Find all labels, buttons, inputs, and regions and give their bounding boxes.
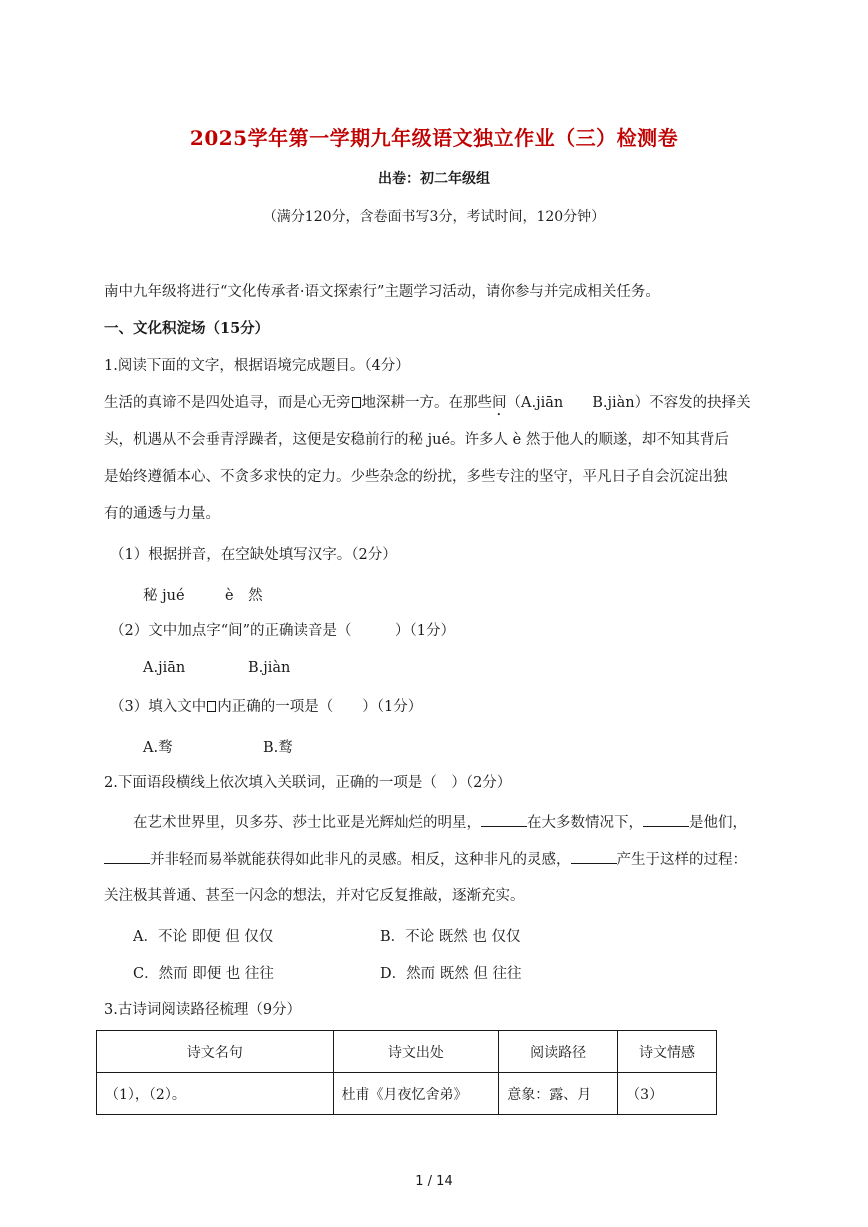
table-cell: （3） [618, 1073, 717, 1115]
q2-line-1 [133, 812, 747, 833]
setter-line: 出卷：初二年级组 [378, 171, 490, 187]
table-header: 诗文情感 [618, 1031, 717, 1073]
option: A．不论 即便 但 仅仅 [133, 929, 274, 945]
fill-blank [481, 812, 527, 827]
blank-box [207, 701, 216, 712]
option: C．然而 即便 也 往往 [133, 966, 274, 982]
q2-line-3: 关注极其普通、甚至一闪念的想法，并对它反复推敲，逐渐充实。 [104, 888, 525, 904]
sub-question-1: （1）根据拼音，在空缺处填写汉字。（2分） [110, 547, 397, 563]
passage-text: 生活的真谛不是四处追寻，而是心无旁 [104, 395, 351, 411]
option: A.jiān [143, 660, 186, 676]
passage-line-1 [104, 393, 751, 419]
option: B.鹜 [263, 740, 293, 756]
poem-table [96, 1030, 717, 1115]
question-2-stem: 2.下面语段横线上依次填入关联词，正确的一项是（ ）（2分） [104, 775, 512, 791]
q2-text: 产生于这样的过程： [616, 852, 747, 868]
q2-text: 在艺术世界里，贝多芬、莎士比亚是光辉灿烂的明星， [133, 815, 481, 831]
q2-text: 在大多数情况下， [527, 815, 643, 831]
q2-line-2 [104, 849, 747, 870]
dotted-char: 间 [492, 395, 507, 411]
q2-text: 是他们， [689, 815, 747, 831]
sub-question-2: （2）文中加点字“间”的正确读音是（ ）（1分） [110, 623, 456, 639]
fill-blank [571, 849, 617, 864]
passage-text: （A.jiān B.jiàn）不容发的抉择关 [506, 395, 751, 411]
sub-question-3 [110, 697, 422, 717]
sub-question-text: （3）填入文中 [110, 699, 207, 715]
intro-text: 南中九年级将进行“文化传承者·语文探索行”主题学习活动，请你参与并完成相关任务。 [104, 284, 660, 300]
question-3-stem: 3.古诗词阅读路径梳理（9分） [104, 1002, 302, 1018]
passage-text: 地深耕一方。在那些 [361, 395, 492, 411]
option: B．不论 既然 也 仅仅 [380, 929, 521, 945]
q2-text: 并非轻而易举就能获得如此非凡的灵感。相反，这种非凡的灵感， [150, 852, 571, 868]
option: D．然而 既然 但 往往 [380, 966, 522, 982]
table-row [97, 1073, 717, 1115]
question-1-stem: 1.阅读下面的文字，根据语境完成题目。（4分） [104, 358, 410, 374]
option: B.jiàn [248, 660, 291, 676]
blank-box [352, 397, 361, 408]
option: A.骛 [143, 740, 173, 756]
passage-line-4: 有的通透与力量。 [104, 506, 220, 522]
page-number: 1 / 14 [415, 1174, 453, 1189]
passage-line-2: 头，机遇从不会垂青浮躁者，这便是安稳前行的秘 jué。许多人 è 然于他人的顺遂，却不知其背后 [104, 432, 729, 448]
sub-question-text: 内正确的一项是（ ）（1分） [217, 699, 423, 715]
table-cell: 意象：露、月 [499, 1073, 618, 1115]
table-header: 诗文名句 [97, 1031, 334, 1073]
passage-line-3: 是始终遵循本心、不贪多求快的定力。少些杂念的纷扰，多些专注的坚守，平凡日子自会沉淀出独 [104, 469, 728, 485]
fill-blank [643, 812, 689, 827]
fill-blank [104, 849, 150, 864]
answer-slot: 秘 jué [143, 588, 185, 604]
score-note: （满分120分，含卷面书写3分，考试时间，120分钟） [262, 209, 606, 225]
table-cell: （1），（2）。 [97, 1073, 334, 1115]
table-header: 诗文出处 [333, 1031, 499, 1073]
table-header-row [97, 1031, 717, 1073]
answer-slot: è 然 [225, 588, 263, 604]
section-heading: 一、文化积淀场（15分） [104, 320, 270, 337]
table-cell: 杜甫《月夜忆舍弟》 [333, 1073, 499, 1115]
table-header: 阅读路径 [499, 1031, 618, 1073]
exam-title: 2025学年第一学期九年级语文独立作业（三）检测卷 [189, 126, 679, 150]
